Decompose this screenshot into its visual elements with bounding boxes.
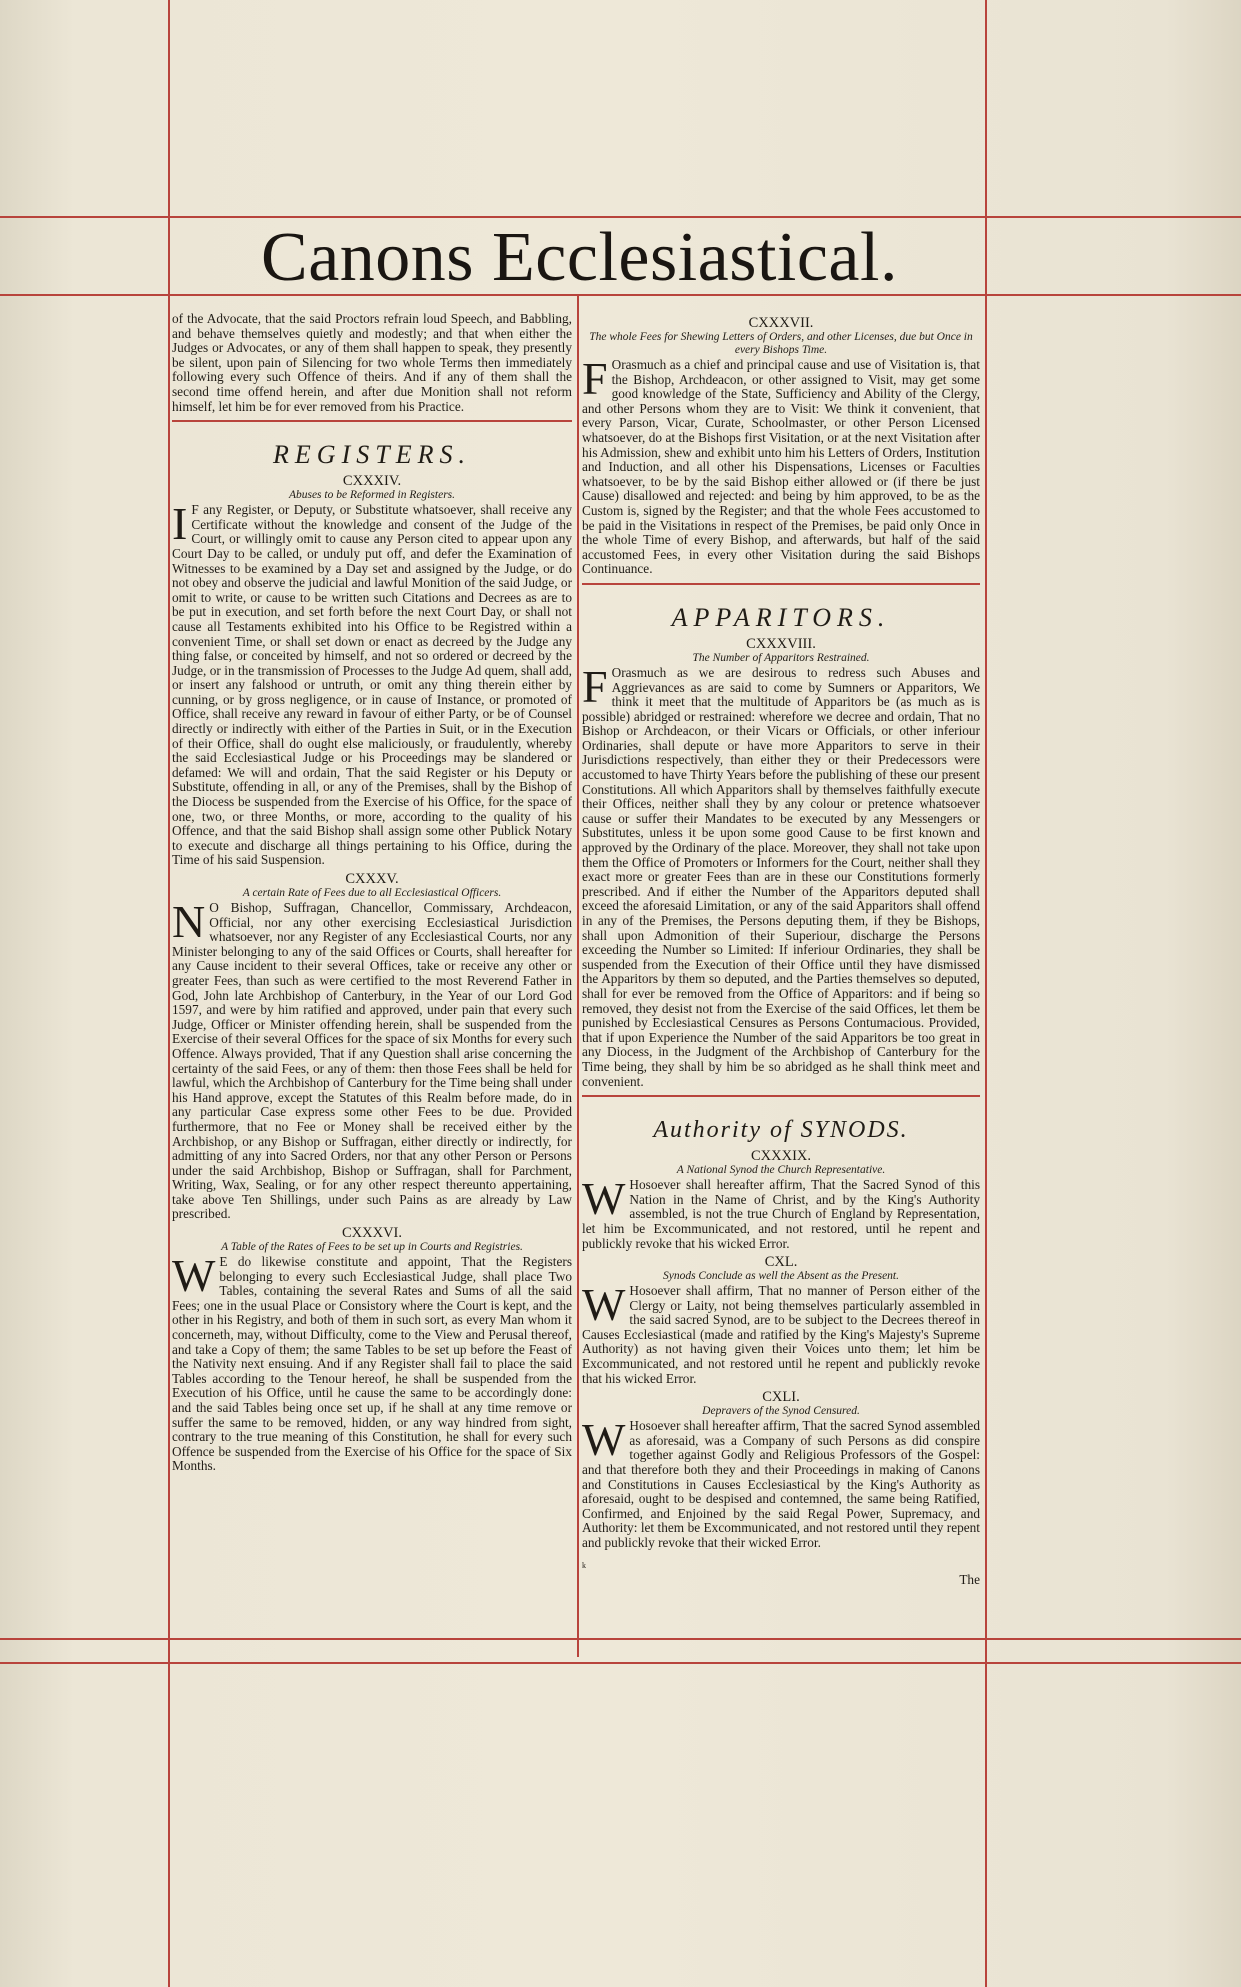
drop-cap-137: F [582,353,608,404]
canon-number-134: CXXXIV. [342,473,402,490]
separator-rule [582,1095,980,1097]
canon-body-134: F any Register, or Deputy, or Substitute whatsoever, shall receive any Certificate without the knowledge and consent of the Judge of the Court, or willingly omit to cause any Person cited to appear upon any Court Day to be called, or unduly put off, and defer the Examination of Witnesses to be examined by a Day set and assigned by the Judge, or do not obey and observe the judicial and lawful Monition of the said Judge, or omit to write, or cause to be written such Citations and Decrees as are to be put in execution, and set forth before the next Court Day, or shall not cause all Testaments exhibited into his Office to be Registred within a convenient Time, or shall set down or enact as decreed by the Judge any thing false, or conceited by himself, and not so ordered or decreed by the Judge, or in the transmission of Processes to the Judge Ad quem, shall add, or insert any falshood or untruth, or omit any thing therein either by cunning, or by gross negligence, or in cause of Instance, or promoted of Office, shall receive any reward in favour of either Party, or be of Counsel directly or indirectly with either of the Parties in Suit, or in the Execution of their Office, shall do ought else maliciously, or fraudulently, whereby the said Ecclesiastical Judge or his Proceedings may be slandered or defamed: We will and ordain, That the said Register or his Deputy or Substitute, offending in all, or any of the Premises, shall by the Bishop of the Diocess be suspended from the Exercise of his Office, for the space of one, two, or three Months, or more, according to the quality of his Offence, and that the said Bishop shall assign some other Publick Notary to execute and discharge all things pertaining to his Office, during the Time of his said Suspension. [172,502,572,868]
canon-heading-136: A Table of the Rates of Fees to be set up in Courts and Registries. [221,1241,523,1254]
canon-body-140: Hosoever shall affirm, That no manner of Person either of the Clergy or Laity, not being themselves particularly assembled in the said sacred Synod, are to be subject to the Decrees thereof in Causes Ecclesiastical (made and ratified by the King's Majesty's Supreme Authority) as not having given their Voices unto them; let him be Excommunicated, and not restored until he repent and publickly revoke that his wicked Error. [582,1283,980,1386]
drop-cap-139: W [582,1173,626,1225]
canon-number-141: CXLI. [762,1389,800,1406]
column-divider [577,296,579,1657]
canon-heading-139: A National Synod the Church Representative. [676,1164,886,1177]
canon-text-134 [172,498,572,868]
left-column [172,312,572,1657]
section-title-registers: REGISTERS. [273,440,471,470]
drop-cap-141: W [582,1414,626,1466]
canon-body-139: Hosoever shall hereafter affirm, That the Sacred Synod of this Nation in the Name of Christ, and by the King's Authority assembled, is not the true Church of England by Representation, let him be Excommunicated, and not restored, until he repent and publickly revoke that his wicked Error. [582,1177,980,1251]
canon-number-139: CXXXIX. [750,1148,811,1165]
ruling-line-left [168,0,170,1987]
drop-cap-138: F [582,660,608,712]
page-title: Canons Ecclesiastical. [261,219,898,296]
canon-text-139 [582,1173,980,1251]
catchword: The [959,1572,980,1588]
ruling-line-right [985,0,987,1987]
canon-heading-134: Abuses to be Reformed in Registers. [288,489,456,502]
canon-number-136: CXXXVI. [341,1225,402,1242]
signature-mark: k [582,1560,586,1570]
canon-text-137 [582,353,980,577]
drop-cap-140: W [582,1279,626,1331]
canon-number-137: CXXXVII. [748,315,814,331]
canon-heading-137: The whole Fees for Shewing Letters of Orders, and other Licenses, due but Once in every Bishops Time. [589,331,973,356]
canon-body-137: Orasmuch as a chief and principal cause and use of Visitation is, that the Bishop, Archdeacon, or other assigned to Visit, may get some good knowledge of the State, Sufficiency and Ability of the Clergy, and other Persons whom they are to Visit: We think it convenient, that every Parson, Vicar, Curate, Schoolmaster, or other Person Licensed whatsoever, do at the Bishops first Visitation, or at the next Visitation after his Admission, shew and exhibit unto him his Letters of Orders, Institution and Induction, and all other his Dispensations, Licenses or Faculties whatsoever, to be by the said Bishop either allowed or (if there be just Cause) disallowed and rejected: and being by him approved, to be as the Custom is, signed by the Register; and that the whole Fees accustomed to be paid in the Visitations in respect of the Premises, be paid only Once in the whole Time of every Bishop, and afterwards, but half of the said accustomed Fees, in every other Visitation during the said Bishops Continuance. [582,357,980,577]
canon-text-135 [172,896,572,1222]
intro-paragraph: of the Advocate, that the said Proctors refrain loud Speech, and Babbling, and behave themselves quietly and modestly; and that when either the Judges or Advocates, or any of them shall happen to speak, they presently be silent, upon pain of Silencing for two whole Terms then immediately following every such Offence of theirs. And if any of them shall the second time offend herein, and after due Monition shall not reform himself, let him be for ever removed from his Practice. [172,312,572,414]
canon-text-138 [582,660,980,1089]
canon-heading-141: Depravers of the Synod Censured. [702,1405,860,1418]
separator-rule [172,420,572,422]
canon-number-135: CXXXV. [345,871,399,887]
section-title-synods: Authority of SYNODS. [653,1117,909,1144]
canon-heading-135: A certain Rate of Fees due to all Ecclesiastical Officers. [242,887,502,899]
canon-body-138: Orasmuch as we are desirous to redress such Abuses and Aggrievances as are said to come by Sumners or Apparitors, We think it meet that the multitude of Apparitors be (as much as is possible) abridged or restrained: wherefore we decree and ordain, That no Bishop or Archdeacon, or their Vicars or Officials, or other inferiour Ordinaries, shall depute or have more Apparitors to serve in their Jurisdictions respectively, than either they or their Predecessors were accustomed to have Thirty Years before the publishing of these our present Constitutions. All which Apparitors shall by themselves faithfully execute their Offices, neither shall they by any colour or pretence whatsoever cause or suffer their Mandates to be executed by any Messengers or Substitutes, unless it be upon some good Cause to be first known and approved by the Ordinary of the place. Moreover, they shall not take upon them the Office of Promoters or Informers for the Court, neither shall they exact more or greater Fees than are in these our Constitutions formerly prescribed. And if either the Number of the Apparitors deputed shall exceed the aforesaid Limitation, or any of the said Apparitors shall offend in any of the Premises, the Persons deputing them, if they be Bishops, shall upon Admonition of their Superiour, discharge the Persons exceeding the Number so Limited: If inferiour Ordinaries, they shall be suspended from the Execution of their Office until they have dismissed the Apparitors by them so deputed, and the Parties themselves so deputed, shall for ever be removed from the Office of Apparitors: and if being so removed, they desist not from the Exercise of the said Offices, let them be punished by Ecclesiastical Censures as Persons Contumacious. Provided, that if upon Experience the Number of the said Apparitors be too great in any Diocess, in the Judgment of the Archbishop of Canterbury for the Time being, they shall by him be so abridged as he shall think meet and convenient. [582,664,980,1089]
canon-body-135: O Bishop, Suffragan, Chancellor, Commissary, Archdeacon, Official, nor any other exercising Ecclesiastical Jurisdiction whatsoever, nor any Register of any Ecclesiastical Courts, nor any Minister belonging to any of the said Offices or Courts, shall hereafter for any Cause incident to their several Offices, take or receive any other or greater Fees, than such as were certified to the most Reverend Father in God, John late Archbishop of Canterbury, in the Year of our Lord God 1597, and were by him ratified and approved, under pain that every such Judge, Officer or Minister offending herein, shall be suspended from the Exercise of their several Offices for the space of six Months for every such Offence. Always provided, That if any Question shall arise concerning the certainty of the said Fees, or any of them: then those Fees shall be held for lawful, which the Archbishop of Canterbury for the Time being shall under his Hand approve, except the Statutes of this Realm before made, do in any particular Case express some other Fees to be due. Provided furthermore, that no Fee or Money shall be received either by the Archbishop, or any Bishop or Suffragan, either directly or indirectly, for admitting of any into Sacred Orders, nor that any other Person or Persons under the said Archbishop, Bishop or Suffragan, shall for Parchment, Writing, Wax, Sealing, or for any other respect thereunto appertaining, take above Ten Shillings, under such Pains as are already by Law prescribed. [172,900,572,1222]
canon-number-138: CXXXVIII. [746,635,816,652]
drop-cap-134: I [172,498,188,550]
ruling-line-bottom-2 [0,1662,1241,1664]
canon-text-140 [582,1279,980,1386]
canon-heading-138: The Number of Apparitors Restrained. [692,651,870,664]
canon-heading-140: Synods Conclude as well the Absent as the Present. [662,1270,900,1283]
canon-body-141: Hosoever shall hereafter affirm, That the sacred Synod assembled as aforesaid, was a Company of such Persons as did conspire together against Godly and Religious Professors of the Gospel: and that therefore both they and their Proceedings in making of Canons and Constitutions in Causes Ecclesiastical by the King's Authority as aforesaid, ought to be despised and contemned, the same being Ratified, Confirmed, and Enjoined by the said Regal Power, Supremacy, and Authority: let them be Excommunicated, and not restored until they repent and publickly revoke that their wicked Error. [582,1418,980,1550]
canon-body-136: E do likewise constitute and appoint, That the Registers belonging to every such Ecclesiastical Judge, shall place Two Tables, containing the several Rates and Sums of all the said Fees; one in the usual Place or Consistory where the Court is kept, and the other in his Registry, and both of them in such sort, as every Man whom it concerneth, may, without Difficulty, come to the View and Perusal thereof, and take a Copy of them; the same Tables to be set up before the Feast of the Nativity next ensuing. And if any Register shall fail to place the said Tables according to the Tenour hereof, he shall be suspended from the Execution of his Office, until he cause the same to be accordingly done: and the said Tables being once set up, if he shall at any time remove or suffer the same to be removed, hidden, or any way hindred from sight, contrary to the true meaning of this Constitution, he shall for every such Offence be suspended from the Exercise of his Office for the space of Six Months. [172,1254,572,1474]
right-column [582,312,980,1657]
drop-cap-135: N [172,896,206,947]
drop-cap-136: W [172,1250,216,1302]
separator-rule [582,583,980,585]
section-title-apparitors: APPARITORS. [671,602,891,632]
canon-text-136 [172,1250,572,1474]
canon-number-140: CXL. [764,1254,798,1271]
canon-text-141 [582,1414,980,1550]
